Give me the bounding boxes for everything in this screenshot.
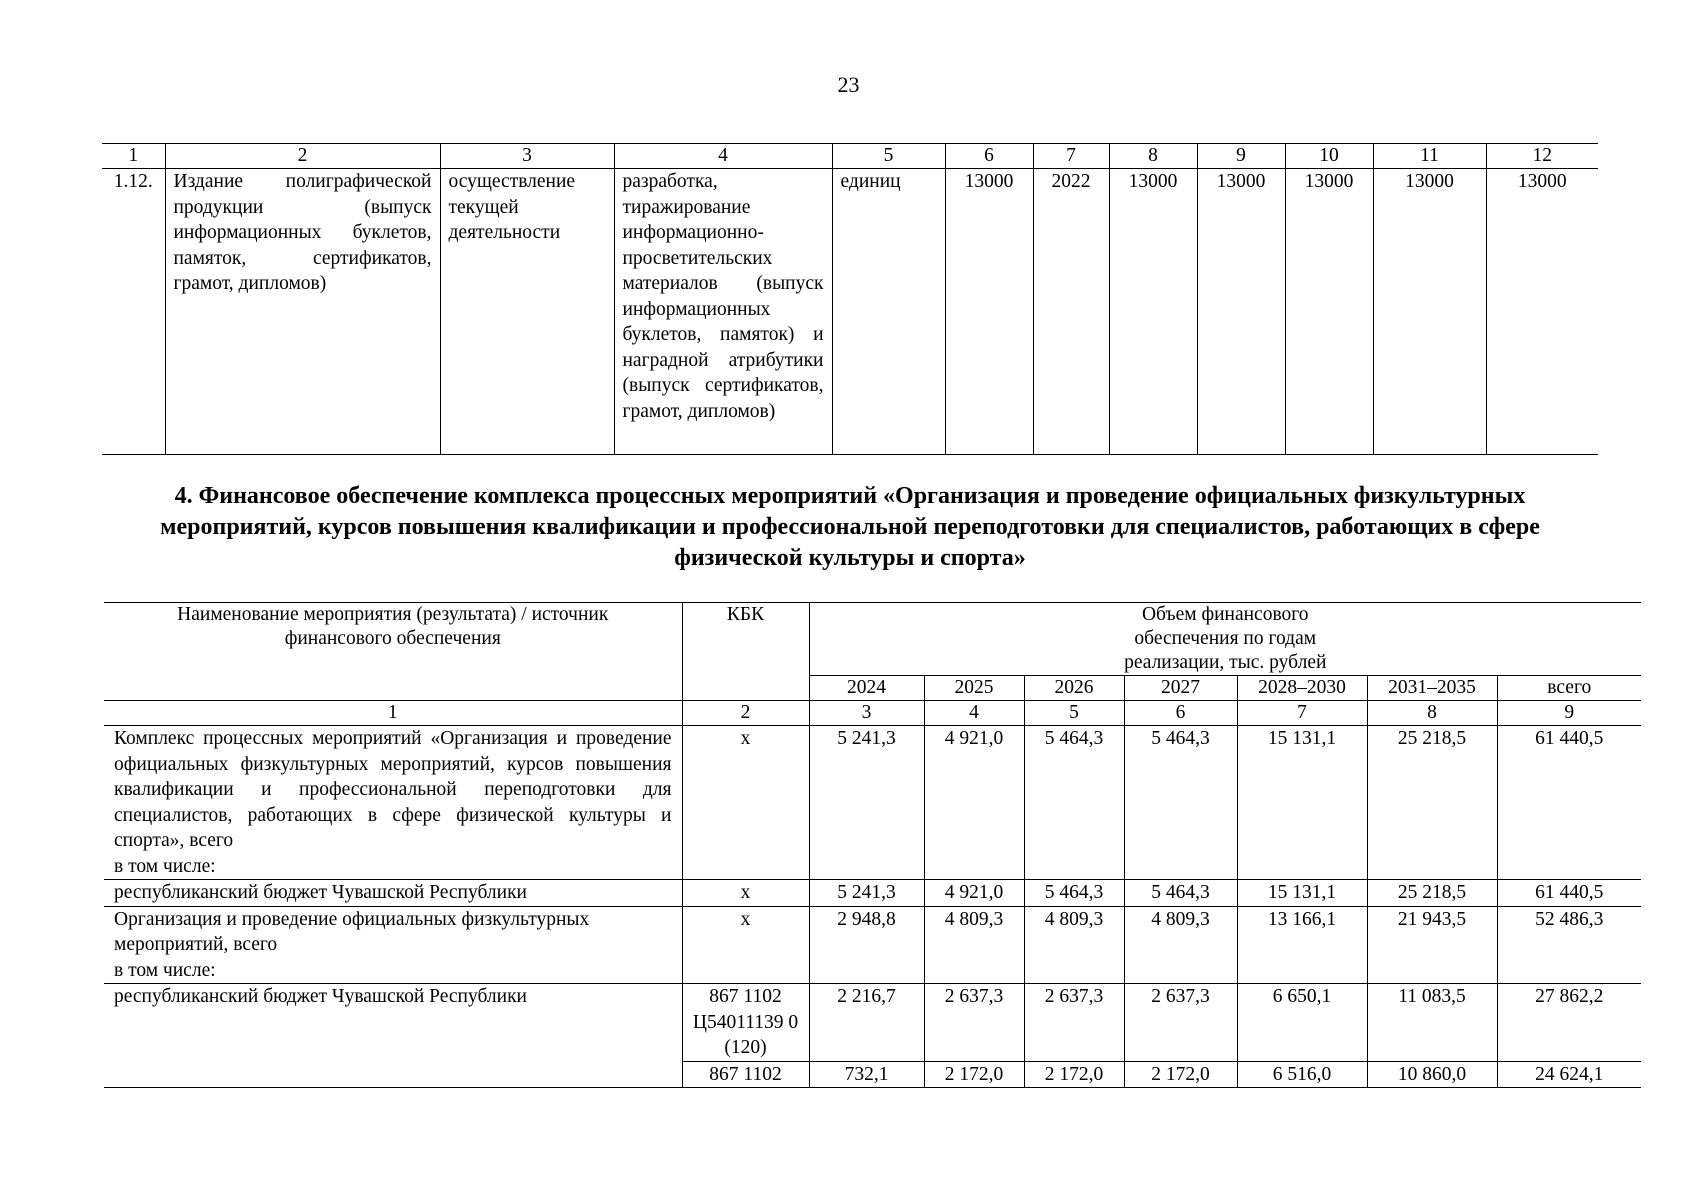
column-number: 12 xyxy=(1486,144,1598,169)
page-number: 23 xyxy=(837,72,860,97)
header-year: 2025 xyxy=(924,676,1024,701)
value-cell: 15 131,1 xyxy=(1237,880,1367,907)
column-number: 9 xyxy=(1197,144,1285,169)
row-name-text: Организация и проведение официальных физкультурных мероприятий, всего xyxy=(114,908,590,955)
value-cell: 4 921,0 xyxy=(924,726,1024,880)
value-cell: 2 216,7 xyxy=(809,984,924,1062)
row-name: республиканский бюджет Чувашской Республики xyxy=(104,880,682,907)
row-number: 1.12. xyxy=(102,169,165,455)
indicators-table xyxy=(102,143,1598,455)
header-year: 2031–2035 xyxy=(1367,676,1497,701)
financing-table xyxy=(104,602,1641,1088)
value-cell: 4 921,0 xyxy=(924,880,1024,907)
event-description: разработка, тиражирование информационно-просветительских материалов (выпуск информационных буклетов, памяток) и наградной атрибутики (выпуск сертификатов, грамот, дипломов) xyxy=(614,169,832,455)
value-cell: 5 464,3 xyxy=(1124,726,1237,880)
value-cell: 4 809,3 xyxy=(1024,906,1124,984)
header-year: 2027 xyxy=(1124,676,1237,701)
row-name-text: Комплекс процессных мероприятий «Организация и проведение официальных физкультурных мероприятий, курсов повышения квалификации и профессиональной переподготовки для специалистов, работающих в сфере физической культуры и спорта», всего xyxy=(114,728,672,851)
value-cell: 732,1 xyxy=(809,1061,924,1088)
table-row xyxy=(104,880,1641,907)
total-cell: 24 624,1 xyxy=(1497,1061,1641,1088)
value-cell: 13000 xyxy=(1285,169,1373,455)
value-cell: 2 637,3 xyxy=(1024,984,1124,1062)
value-cell: 2 948,8 xyxy=(809,906,924,984)
value-cell: 4 809,3 xyxy=(1124,906,1237,984)
column-number: 9 xyxy=(1497,701,1641,726)
value-cell: 13 166,1 xyxy=(1237,906,1367,984)
value-cell: 2 172,0 xyxy=(924,1061,1024,1088)
value-cell: 5 464,3 xyxy=(1024,880,1124,907)
header-year: 2026 xyxy=(1024,676,1124,701)
row-name: республиканский бюджет Чувашской Республики xyxy=(104,984,682,1088)
value-cell: 13000 xyxy=(1373,169,1486,455)
column-number: 3 xyxy=(440,144,614,169)
column-number: 1 xyxy=(102,144,165,169)
column-number: 6 xyxy=(945,144,1033,169)
header-year: 2024 xyxy=(809,676,924,701)
table-header-numbers xyxy=(102,144,1598,169)
value-cell: 2 637,3 xyxy=(924,984,1024,1062)
column-number: 3 xyxy=(809,701,924,726)
row-name xyxy=(104,726,682,880)
kbk-cell: 867 1102 xyxy=(682,1061,809,1088)
kbk-cell: х xyxy=(682,880,809,907)
table-row xyxy=(102,169,1598,455)
column-number: 2 xyxy=(165,144,440,169)
value-cell: 2 637,3 xyxy=(1124,984,1237,1062)
column-number: 7 xyxy=(1237,701,1367,726)
value-cell: 5 464,3 xyxy=(1024,726,1124,880)
column-number: 4 xyxy=(924,701,1024,726)
total-cell: 52 486,3 xyxy=(1497,906,1641,984)
value-cell: 5 241,3 xyxy=(809,726,924,880)
header-name: Наименование мероприятия (результата) / источник финансового обеспечения xyxy=(104,603,682,701)
value-cell: 11 083,5 xyxy=(1367,984,1497,1062)
total-cell: 61 440,5 xyxy=(1497,726,1641,880)
column-number: 7 xyxy=(1033,144,1109,169)
column-number: 8 xyxy=(1109,144,1197,169)
table-header-numbers xyxy=(104,701,1641,726)
row-name xyxy=(104,906,682,984)
column-number: 2 xyxy=(682,701,809,726)
value-cell: 2 172,0 xyxy=(1024,1061,1124,1088)
value-cell: 5 241,3 xyxy=(809,880,924,907)
value-cell: 2 172,0 xyxy=(1124,1061,1237,1088)
table-row xyxy=(104,906,1641,984)
value-cell: 6 650,1 xyxy=(1237,984,1367,1062)
value-cell: 6 516,0 xyxy=(1237,1061,1367,1088)
header-volume: Объем финансового обеспечения по годам реализации, тыс. рублей xyxy=(809,603,1641,676)
header-total: всего xyxy=(1497,676,1641,701)
value-cell: 13000 xyxy=(1486,169,1598,455)
column-number: 6 xyxy=(1124,701,1237,726)
header-kbk: КБК xyxy=(682,603,809,701)
value-cell: 21 943,5 xyxy=(1367,906,1497,984)
column-number: 4 xyxy=(614,144,832,169)
event-name: Издание полиграфической продукции (выпуск информационных буклетов, памяток, сертификатов, грамот, дипломов) xyxy=(165,169,440,455)
kbk-cell: 867 1102 Ц54011139 0 (120) xyxy=(682,984,809,1062)
value-cell: 13000 xyxy=(1109,169,1197,455)
base-year: 2022 xyxy=(1033,169,1109,455)
column-number: 5 xyxy=(832,144,945,169)
column-number: 11 xyxy=(1373,144,1486,169)
value-cell: 13000 xyxy=(1197,169,1285,455)
value-cell: 25 218,5 xyxy=(1367,726,1497,880)
kbk-cell: х xyxy=(682,906,809,984)
row-subtext: в том числе: xyxy=(114,855,216,877)
row-subtext: в том числе: xyxy=(114,959,216,981)
value-cell: 4 809,3 xyxy=(924,906,1024,984)
value-cell: 10 860,0 xyxy=(1367,1061,1497,1088)
column-number: 8 xyxy=(1367,701,1497,726)
unit: единиц xyxy=(832,169,945,455)
base-value: 13000 xyxy=(945,169,1033,455)
section-title: 4. Финансовое обеспечение комплекса процессных мероприятий «Организация и проведение официальных физкультурных мероприятий, курсов повышения квалификации и профессиональной переподготовки для специалистов, работающих в сфере физической культуры и спорта» xyxy=(160,483,1540,571)
value-cell: 5 464,3 xyxy=(1124,880,1237,907)
table-header xyxy=(104,603,1641,676)
column-number: 10 xyxy=(1285,144,1373,169)
column-number: 1 xyxy=(104,701,682,726)
table-row xyxy=(104,726,1641,880)
event-type: осуществление текущей деятельности xyxy=(440,169,614,455)
total-cell: 27 862,2 xyxy=(1497,984,1641,1062)
value-cell: 15 131,1 xyxy=(1237,726,1367,880)
total-cell: 61 440,5 xyxy=(1497,880,1641,907)
kbk-cell: х xyxy=(682,726,809,880)
header-year: 2028–2030 xyxy=(1237,676,1367,701)
table-row xyxy=(104,984,1641,1062)
value-cell: 25 218,5 xyxy=(1367,880,1497,907)
column-number: 5 xyxy=(1024,701,1124,726)
